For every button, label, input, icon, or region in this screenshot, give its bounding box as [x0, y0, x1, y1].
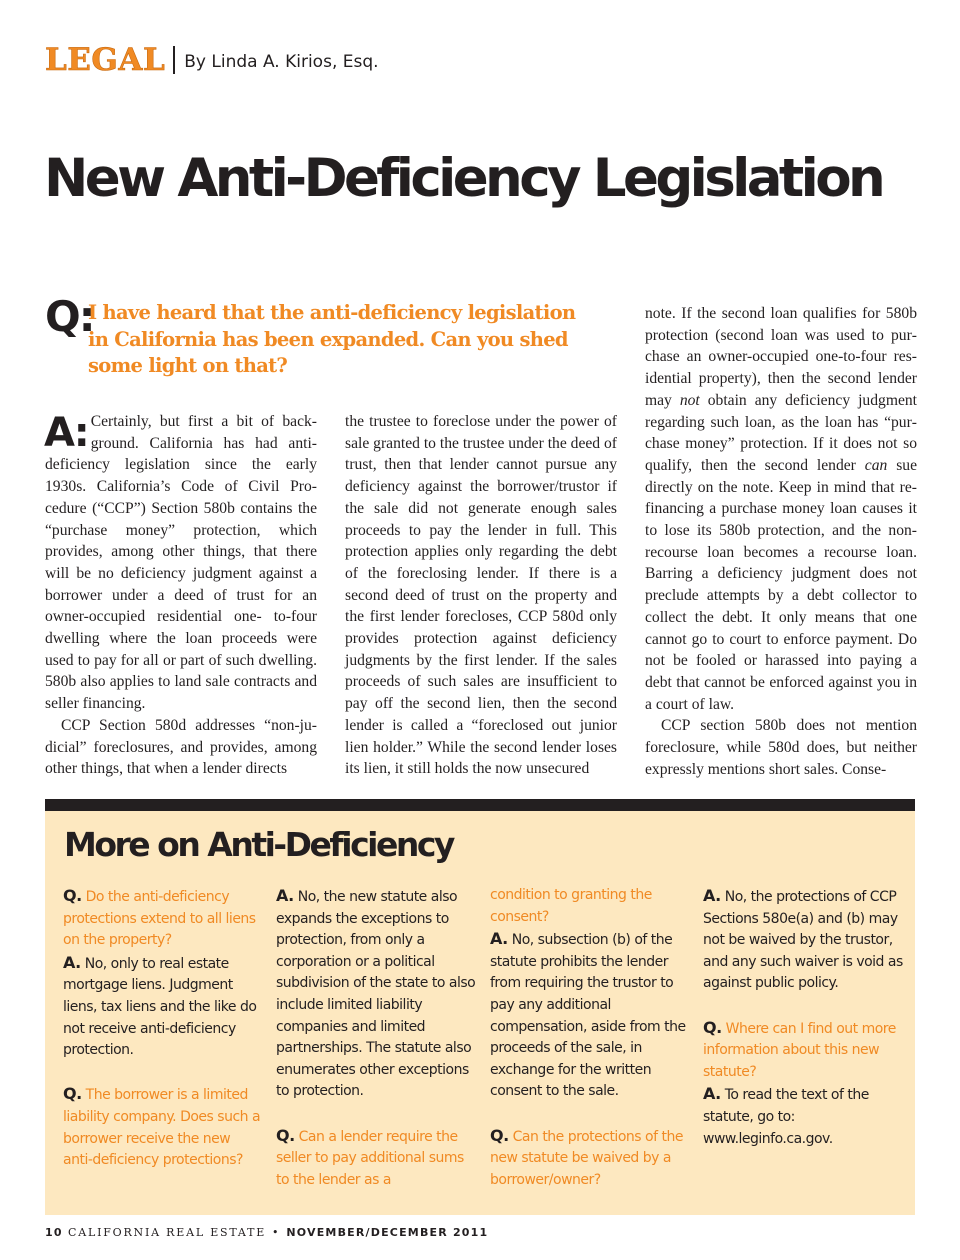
answer-text: To read the text of the statute, go to: www.leginfo.ca.gov.: [703, 1087, 869, 1147]
question-label: Q.: [63, 886, 82, 905]
sidebar-column-2: [276, 885, 476, 1191]
sidebar-answer: [490, 928, 690, 1103]
body-paragraph: CCP section 580b does not mention foreclosure, while 580d does, but neither expressly mentions short sales. Conse-: [645, 717, 917, 778]
section-label: LEGAL: [45, 42, 166, 78]
sidebar-column-1: [63, 885, 263, 1172]
sidebar-answer: [703, 1083, 903, 1150]
body-column-1: [45, 411, 317, 781]
sidebar-question: [703, 1017, 903, 1084]
answer-label: A.: [276, 886, 294, 905]
sidebar-question: [63, 1083, 263, 1171]
body-paragraph: CCP Section 580d addresses “non-judicial” foreclosures, and provides, among other things, that when a lender directs: [45, 716, 317, 778]
question-label: Q.: [703, 1017, 722, 1037]
sidebar-question: [63, 885, 263, 952]
question-label: Q.: [490, 1125, 509, 1145]
answer-text: No, the protections of CCP Sections 580e(a) and (b) may not be waived by the trustor, and any such waiver is void as against public policy.: [703, 889, 903, 992]
sidebar-qa: [63, 885, 263, 1062]
question-marker: Q:: [45, 292, 94, 341]
text-run: obtain any deficiency judgment regarding such loan, as the loan has “purchase money” protection. If it does not so qualify, then the second lender: [645, 391, 917, 474]
issue-date: NOVEMBER/DECEMBER 2011: [286, 1226, 489, 1239]
sidebar-question: [490, 1125, 690, 1192]
sidebar-top-rule: [45, 799, 915, 811]
question-text: Where can I find out more information about this new statute?: [703, 1020, 896, 1080]
question-block: [45, 292, 585, 388]
sidebar-answer: [276, 885, 476, 1103]
sidebar-title: More on Anti-Deficiency: [64, 825, 453, 864]
answer-label: A.: [703, 886, 721, 905]
answer-label: A.: [703, 1084, 721, 1104]
question-text: I have heard that the anti-deficiency legislation in California has been expanded. Can you shed some light on that?: [88, 301, 576, 377]
sidebar-question: [276, 1125, 476, 1192]
text-run: note. If the second loan qualifies for 580b protection (second loan was used to purchase an owner-occupied one-to-four residential property), then the second lender may: [645, 305, 917, 409]
answer-text: No, the new statute also expands the exceptions to protection, from only a corporation or a political subdivision of the state to also include limited liability companies and limited partnerships. The statute also enumerates other exceptions to protection.: [276, 889, 476, 1100]
section-header: [45, 40, 379, 80]
sidebar-answer: [703, 885, 903, 995]
byline: By Linda A. Kirios, Esq.: [184, 52, 379, 72]
answer-paragraph: [45, 411, 317, 715]
answer-label: A.: [490, 929, 508, 949]
question-text: Can a lender require the seller to pay additional sums to the lender as a: [276, 1128, 464, 1188]
sidebar-answer: [63, 952, 263, 1062]
question-text: The borrower is a limited liability company. Does such a borrower receive the new anti-deficiency protections?: [63, 1087, 261, 1169]
header-divider: [173, 46, 175, 74]
body-column-2: [345, 411, 617, 781]
question-label: Q.: [63, 1084, 82, 1104]
answer-marker: A:: [44, 410, 88, 456]
answer-label: A.: [63, 952, 81, 972]
sidebar-column-3: [490, 885, 690, 1191]
footer-bullet: •: [272, 1226, 281, 1239]
question-text: Can the protections of the new statute be waived by a borrower/owner?: [490, 1128, 683, 1188]
text-run: sue directly on the note. Keep in mind that refinancing a purchase money loan causes it to lose its 580b protection, and the non-recourse loan becomes a recourse loan. Barring a deficiency judgment does not preclude attempts by a debt collector to collect the debt. It only means that one cannot go to court to enforce payment. Do not be fooled or harassed into paying a debt that cannot be enforced against you in a court of law.: [645, 456, 917, 713]
article-title: New Anti-Deficiency Legislation: [44, 148, 883, 209]
answer-text: No, subsection (b) of the statute prohibits the lender from requiring the trustor to pay any additional compensation, aside from the proceeds of the sale, in exchange for the written consent to the sale.: [490, 932, 686, 1100]
sidebar-question-continued: condition to granting the consent?: [490, 887, 652, 925]
body-column-3: [645, 303, 917, 781]
question-label: Q.: [276, 1125, 295, 1145]
emphasis-text: not: [679, 391, 700, 409]
emphasis-text: can: [864, 456, 888, 474]
page-footer: [45, 1226, 488, 1239]
page-number: 10: [45, 1226, 63, 1239]
answer-text: No, only to real estate mortgage liens. Judgment liens, tax liens and the like do not receive anti-deficiency protection.: [63, 955, 257, 1059]
body-paragraph: [645, 303, 917, 715]
answer-text: Certainly, but first a bit of background. California has had anti-deficiency legislation since the early 1930s. California’s Code of Civil Procedure (“CCP”) Section 580b contains the “purchase money” protection, which provides, among other things, that there will be no deficiency judgment against a borrower under a deed of trust for an owner-occupied residential one- to-four dwelling where the loan proceeds were used to pay for all or part of such dwelling. 580b also applies to land sale contracts and seller financing.: [45, 413, 317, 713]
publication-name: CALIFORNIA REAL ESTATE: [68, 1226, 267, 1239]
sidebar-column-4: [703, 885, 903, 1150]
question-text: Do the anti-deficiency protections extend to all liens on the property?: [63, 889, 256, 949]
body-paragraph: the trustee to foreclose under the power of sale granted to the trustee under the deed of trust, then that lender cannot pursue any deficiency against the borrower/​trustor if the sale did not generate enough sales proceeds to pay the lender in full. This protection applies only regarding the debt of the foreclosing lender. If there is a second deed of trust on the property and the first lender forecloses, CCP 580d only provides protection against deficiency judgments by the first lender. If the sales proceeds of such sales are insufficient to pay off the second lien, then the second lender is called a “foreclosed out junior lien holder.” While the second lender loses its lien, it still holds the now unsecured: [345, 413, 617, 778]
